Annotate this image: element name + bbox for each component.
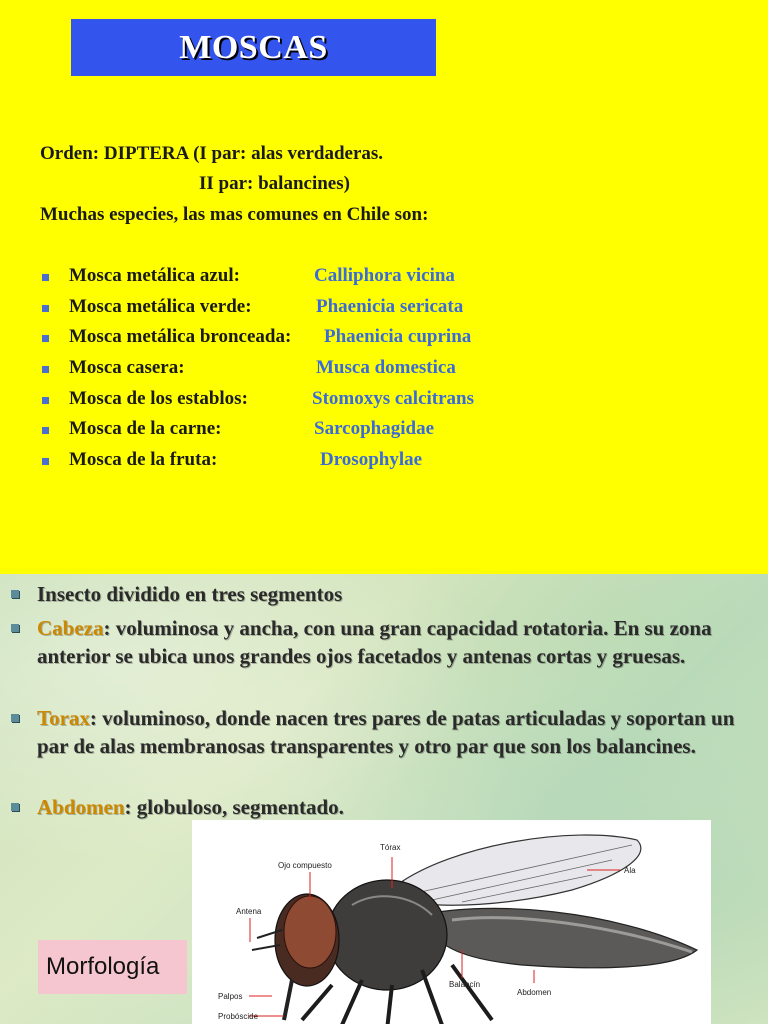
slide-morfologia — [0, 574, 768, 1024]
torax-text: : voluminoso, donde nacen tres pares de patas articuladas y soportan un par de alas membranosas transparentes y otro par que son los balancines. — [37, 706, 735, 758]
bullet-icon — [42, 427, 49, 434]
label-ala: Ala — [624, 866, 636, 875]
fly-illustration — [192, 820, 711, 1024]
species-scientific-name: Sarcophagidae — [314, 418, 435, 439]
morfologia-tag — [38, 940, 187, 994]
label-abdomen: Abdomen — [517, 988, 552, 997]
species-common-name: Mosca de la fruta: — [69, 449, 218, 470]
title-banner — [71, 19, 436, 76]
label-palpos: Palpos — [218, 992, 243, 1001]
species-common-name: Mosca de la carne: — [69, 418, 222, 439]
order-line-2: II par: balancines) — [199, 173, 350, 194]
intro-text: Muchas especies, las mas comunes en Chile son: — [40, 204, 429, 225]
bullet-icon — [42, 305, 49, 312]
species-scientific-name: Stomoxys calcitrans — [312, 388, 475, 409]
label-ojo: Ojo compuesto — [278, 861, 332, 870]
keyword-cabeza: Cabeza — [37, 616, 104, 640]
species-scientific-name: Phaenicia sericata — [316, 296, 464, 317]
species-scientific-name: Phaenicia cuprina — [324, 326, 472, 347]
species-scientific-name: Calliphora vicina — [314, 265, 455, 286]
species-scientific-name: Drosophylae — [320, 449, 423, 470]
list-item — [0, 418, 768, 444]
label-antena: Antena — [236, 907, 262, 916]
list-item — [0, 265, 768, 291]
bullet-icon — [11, 590, 19, 598]
proboscis-shape — [284, 980, 292, 1020]
label-torax: Tórax — [380, 843, 401, 852]
slide-title: MOSCAS — [179, 28, 328, 66]
bullet-icon — [11, 624, 19, 632]
abdomen-text: : globuloso, segmentado. — [124, 795, 344, 819]
bullet-icon — [42, 366, 49, 373]
morfologia-label: Morfología — [46, 953, 160, 980]
keyword-torax: Torax — [37, 706, 90, 730]
species-common-name: Mosca metálica azul: — [69, 265, 240, 286]
bullet-icon — [42, 335, 49, 342]
list-item — [0, 388, 768, 414]
bullet-icon — [11, 803, 19, 811]
list-item — [0, 449, 768, 475]
species-common-name: Mosca casera: — [69, 357, 185, 378]
bullet-icon — [42, 274, 49, 281]
species-common-name: Mosca metálica bronceada: — [69, 326, 292, 347]
species-common-name: Mosca de los establos: — [69, 388, 248, 409]
label-proboscide: Probóscide — [218, 1012, 259, 1021]
label-balancin: Balancín — [449, 980, 481, 989]
list-item — [0, 296, 768, 322]
segment-summary: Insecto dividido en tres segmentos — [37, 582, 343, 606]
order-line-1: Orden: DIPTERA (I par: alas verdaderas. — [40, 143, 384, 164]
abdomen-description — [37, 793, 737, 821]
bullet-icon — [42, 397, 49, 404]
cabeza-text: : voluminosa y ancha, con una gran capacidad rotatoria. En su zona anterior se ubica unos grandes ojos facetados y antenas cortas y gruesas. — [37, 616, 712, 668]
species-common-name: Mosca metálica verde: — [69, 296, 252, 317]
compound-eye — [284, 896, 336, 968]
bullet-icon — [11, 714, 19, 722]
list-item — [0, 326, 768, 352]
fly-diagram — [192, 820, 711, 1024]
bullet-icon — [42, 458, 49, 465]
list-item — [0, 357, 768, 383]
keyword-abdomen: Abdomen — [37, 795, 125, 819]
cabeza-description — [37, 614, 737, 670]
torax-description — [37, 704, 737, 760]
species-scientific-name: Musca domestica — [316, 357, 456, 378]
